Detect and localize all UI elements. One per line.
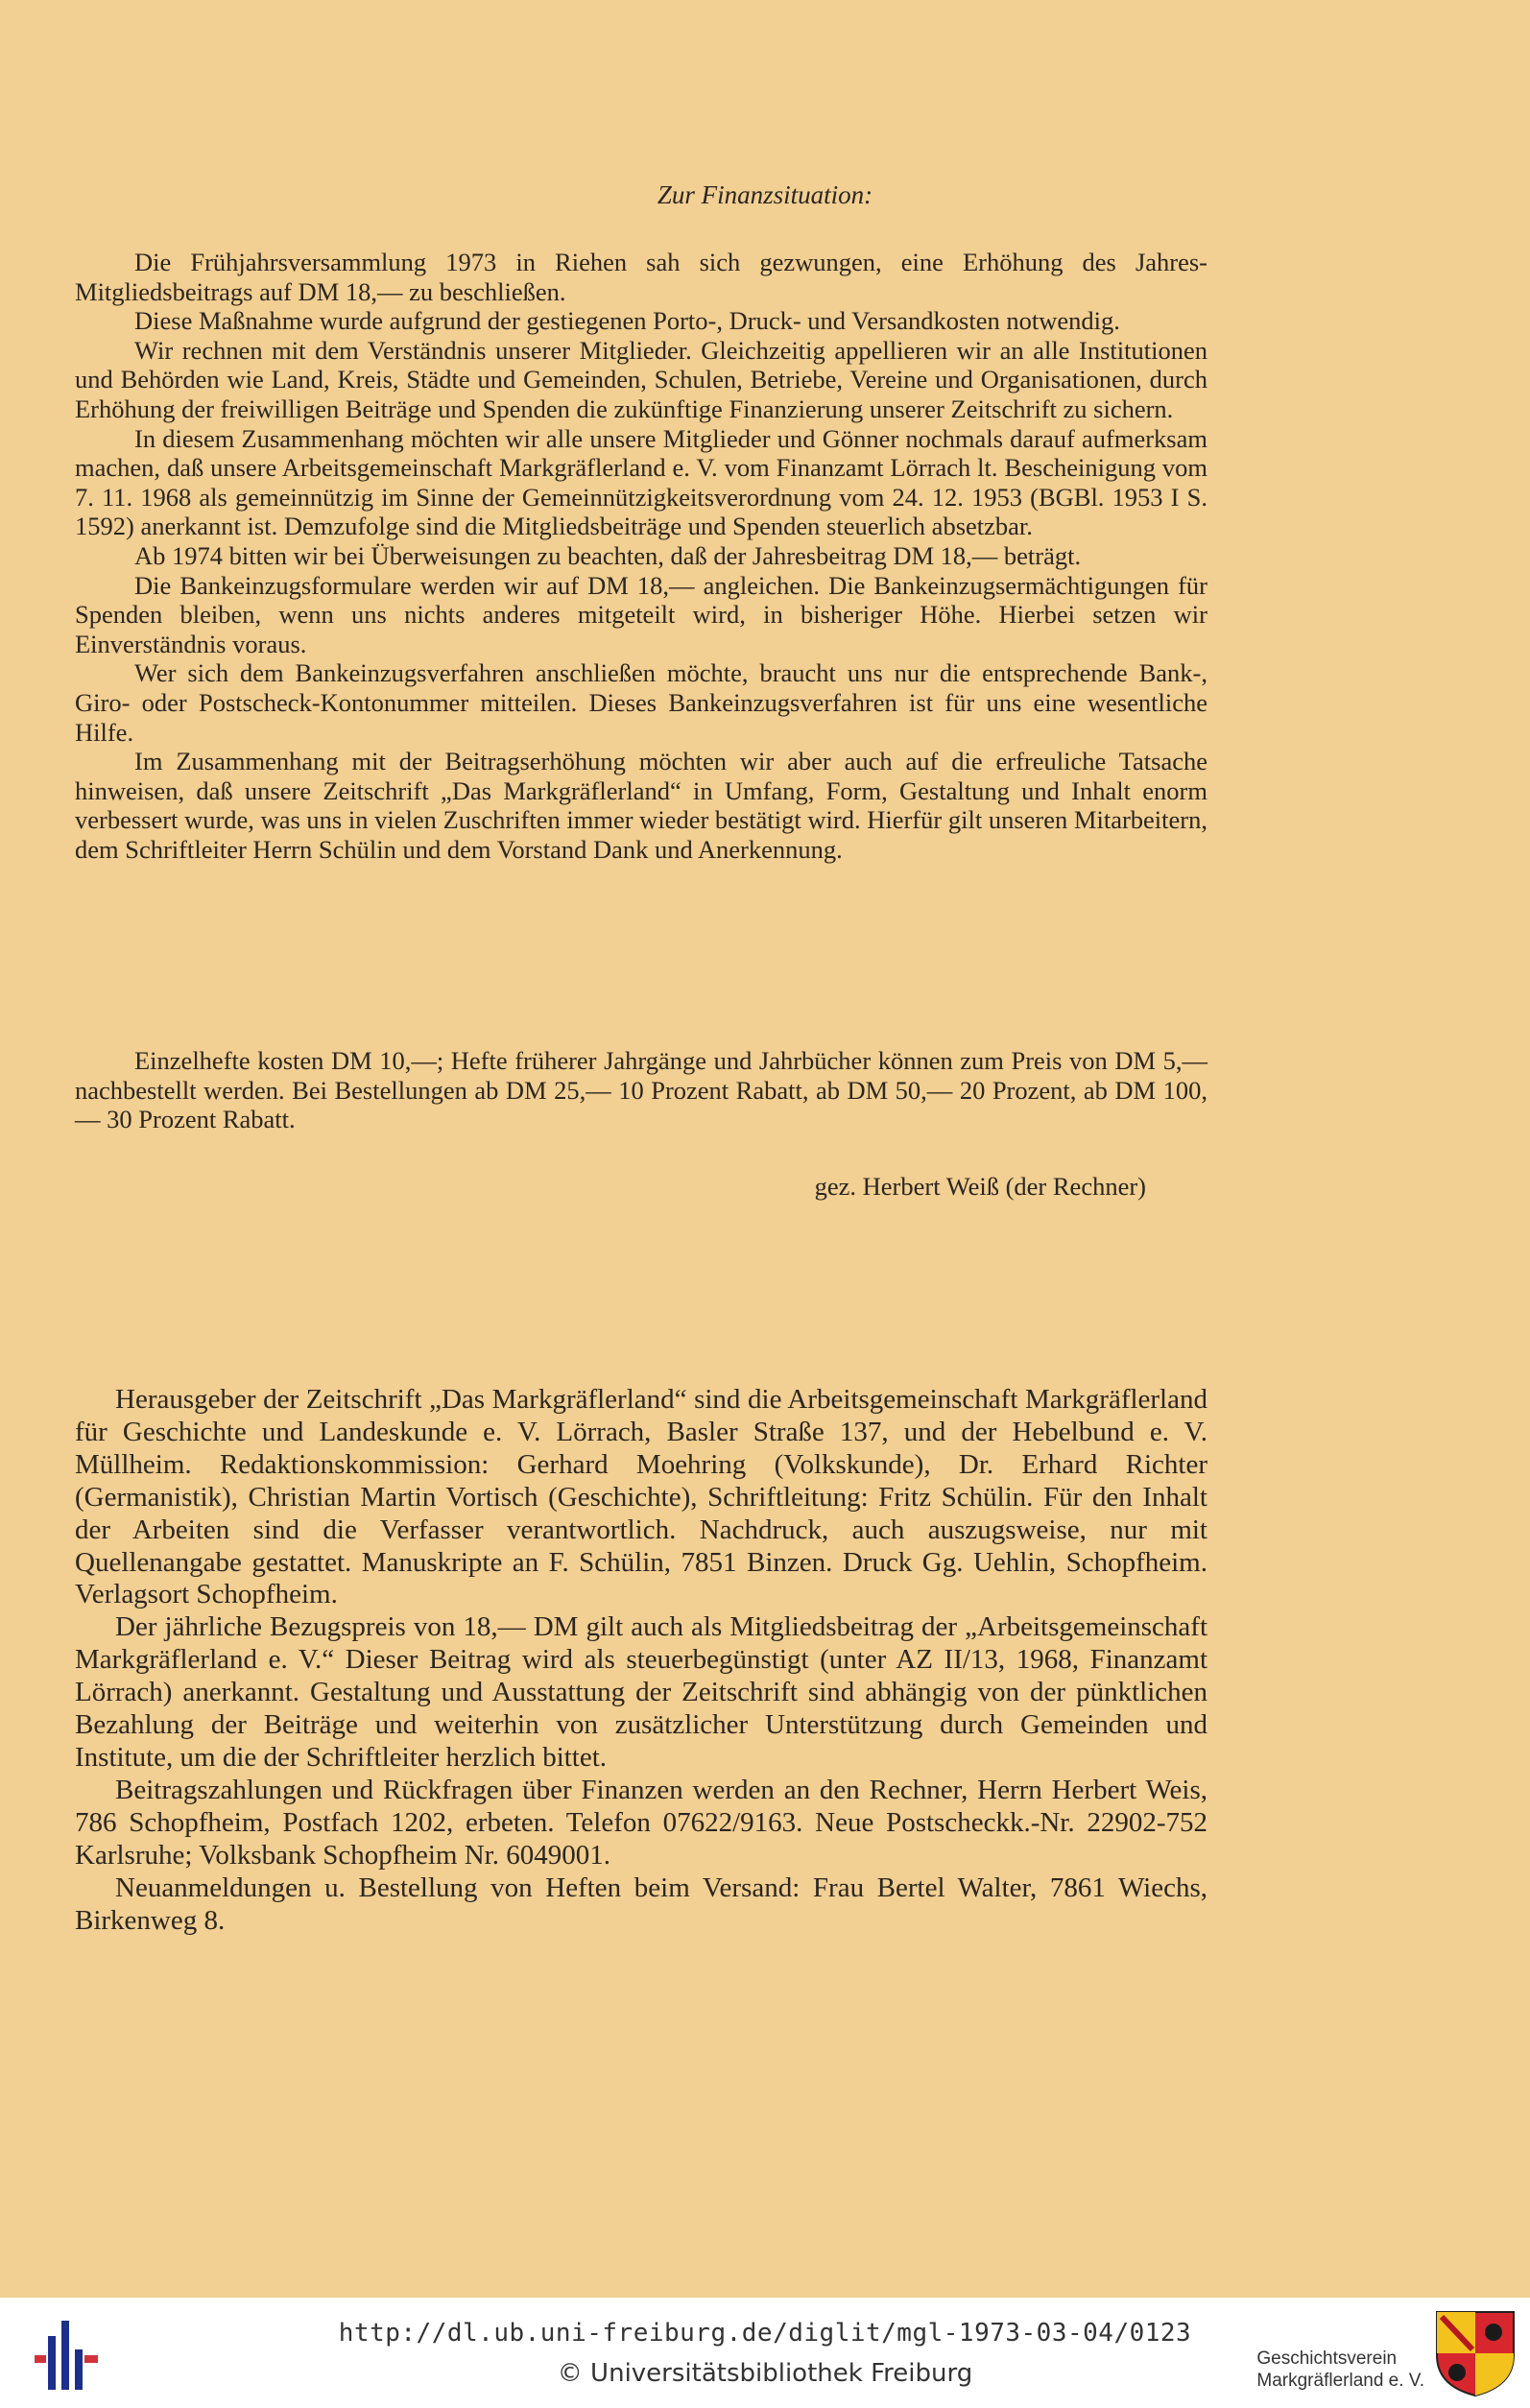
paragraph: Einzelhefte kosten DM 10,—; Hefte früherer Jahrgänge und Jahrbücher können zum Preis von DM 5,— nachbestellt werden. Bei Bestellungen ab DM 25,— 10 Prozent Rabatt, ab DM 50,— 20 Prozent, ab DM 100,— 30 Prozent Rabatt. bbox=[75, 1046, 1207, 1134]
copyright-text: © Universitätsbibliothek Freiburg bbox=[557, 2359, 973, 2388]
paragraph: Neuanmeldungen u. Bestellung von Heften beim Versand: Frau Bertel Walter, 7861 Wiechs, Birkenweg 8. bbox=[75, 1872, 1207, 1936]
society-line: Geschichtsverein bbox=[1256, 2348, 1398, 2369]
paragraph: Wir rechnen mit dem Verständnis unserer Mitglieder. Gleichzeitig appellieren wir an alle Institutionen und Behörden wie Land, Kreis, Städte und Gemeinden, Schulen, Betriebe, Vereine und Organisationen, durch Erhöhung der freiwilligen Beiträge und Spenden die zukünftige Finanzierung unserer Zeitschrift zu sichern. bbox=[75, 335, 1207, 423]
paragraph: Ab 1974 bitten wir bei Überweisungen zu beachten, daß der Jahresbeitrag DM 18,— beträgt. bbox=[134, 540, 1082, 570]
society-line: Markgräflerland e. V. bbox=[1256, 2371, 1424, 2391]
paragraph: Im Zusammenhang mit der Beitragserhöhung möchten wir aber auch auf die erfreuliche Tatsache hinweisen, daß unsere Zeitschrift „Das Markgräflerland“ in Umfang, Form, Gestaltung und Inhalt enorm verbessert wurde, was uns in vielen Zuschriften immer wieder bestätigt wird. Hierfür gilt unseren Mitarbeitern, dem Schriftleiter Herrn Schülin und dem Vorstand Dank und Anerkennung. bbox=[75, 747, 1207, 864]
signature: gez. Herbert Weiß (der Rechner) bbox=[814, 1172, 1146, 1201]
section-heading: Zur Finanzsituation: bbox=[657, 180, 873, 209]
prices-text bbox=[75, 1046, 1207, 1134]
paragraph: Wer sich dem Bankeinzugsverfahren anschließen möchte, braucht uns nur die entsprechende Bank-, Giro- oder Postscheck-Kontonummer mitteilen. Dieses Bankeinzugsverfahren ist für uns eine wesentliche Hilfe. bbox=[75, 658, 1207, 747]
paragraph: Die Frühjahrsversammlung 1973 in Riehen sah sich gezwungen, eine Erhöhung des Jahres-Mitgliedsbeitrags auf DM 18,— zu beschließen. bbox=[75, 248, 1207, 306]
coat-of-arms-icon bbox=[1434, 2309, 1517, 2397]
society-name bbox=[1256, 2348, 1424, 2392]
permalink-url[interactable]: http://dl.ub.uni-freiburg.de/diglit/mgl-1973-03-04/0123 bbox=[338, 2319, 1192, 2348]
paragraph: Diese Maßnahme wurde aufgrund der gestiegenen Porto-, Druck- und Versandkosten notwendig. bbox=[134, 306, 1120, 336]
impressum bbox=[75, 1384, 1207, 1937]
footer-bar bbox=[0, 2298, 1530, 2408]
finance-text bbox=[75, 248, 1207, 864]
paragraph: Die Bankeinzugsformulare werden wir auf DM 18,— angleichen. Die Bankeinzugsermächtigungen für Spenden bleiben, wenn uns nichts anderes mitgeteilt wird, in bisheriger Höhe. Hierbei setzen wir Einverständnis voraus. bbox=[75, 570, 1207, 658]
paragraph: Herausgeber der Zeitschrift „Das Markgräflerland“ sind die Arbeitsgemeinschaft Markgräflerland für Geschichte und Landeskunde e. V. Lörrach, Basler Straße 137, und der Hebelbund e. V. Müllheim. Redaktionskommission: Gerhard Moehring (Volkskunde), Dr. Erhard Richter (Germanistik), Christian Martin Vortisch (Geschichte), Schriftleitung: Fritz Schülin. Für den Inhalt der Arbeiten sind die Verfasser verantwortlich. Nachdruck, auch auszugsweise, nur mit Quellenangabe gestattet. Manuskripte an F. Schülin, 7851 Binzen. Druck Gg. Uehlin, Schopfheim. Verlagsort Schopfheim. bbox=[75, 1384, 1207, 1610]
paragraph: Der jährliche Bezugspreis von 18,— DM gilt auch als Mitgliedsbeitrag der „Arbeitsgemeinschaft Markgräflerland e. V.“ Dieser Beitrag wird als steuerbegünstigt (unter AZ II/13, 1968, Finanzamt Lörrach) anerkannt. Gestaltung und Ausstattung der Zeitschrift sind abhängig von der pünktlichen Bezahlung der Beiträge und weiterhin von zusätzlicher Unterstützung durch Gemeinden und Institute, um die der Schriftleiter herzlich bittet. bbox=[75, 1611, 1207, 1773]
paragraph: In diesem Zusammenhang möchten wir alle unsere Mitglieder und Gönner nochmals darauf aufmerksam machen, daß unsere Arbeitsgemeinschaft Markgräflerland e. V. vom Finanzamt Lörrach lt. Bescheinigung vom 7. 11. 1968 als gemeinnützig im Sinne der Gemeinnützigkeitsverordnung vom 24. 12. 1953 (BGBl. 1953 I S. 1592) anerkannt ist. Demzufolge sind die Mitgliedsbeiträge und Spenden steuerlich absetzbar. bbox=[75, 423, 1207, 541]
paragraph: Beitragszahlungen und Rückfragen über Finanzen werden an den Rechner, Herrn Herbert Weis, 786 Schopfheim, Postfach 1202, erbeten. Telefon 07622/9163. Neue Postscheckk.-Nr. 22902-752 Karlsruhe; Volksbank Schopfheim Nr. 6049001. bbox=[75, 1774, 1207, 1871]
